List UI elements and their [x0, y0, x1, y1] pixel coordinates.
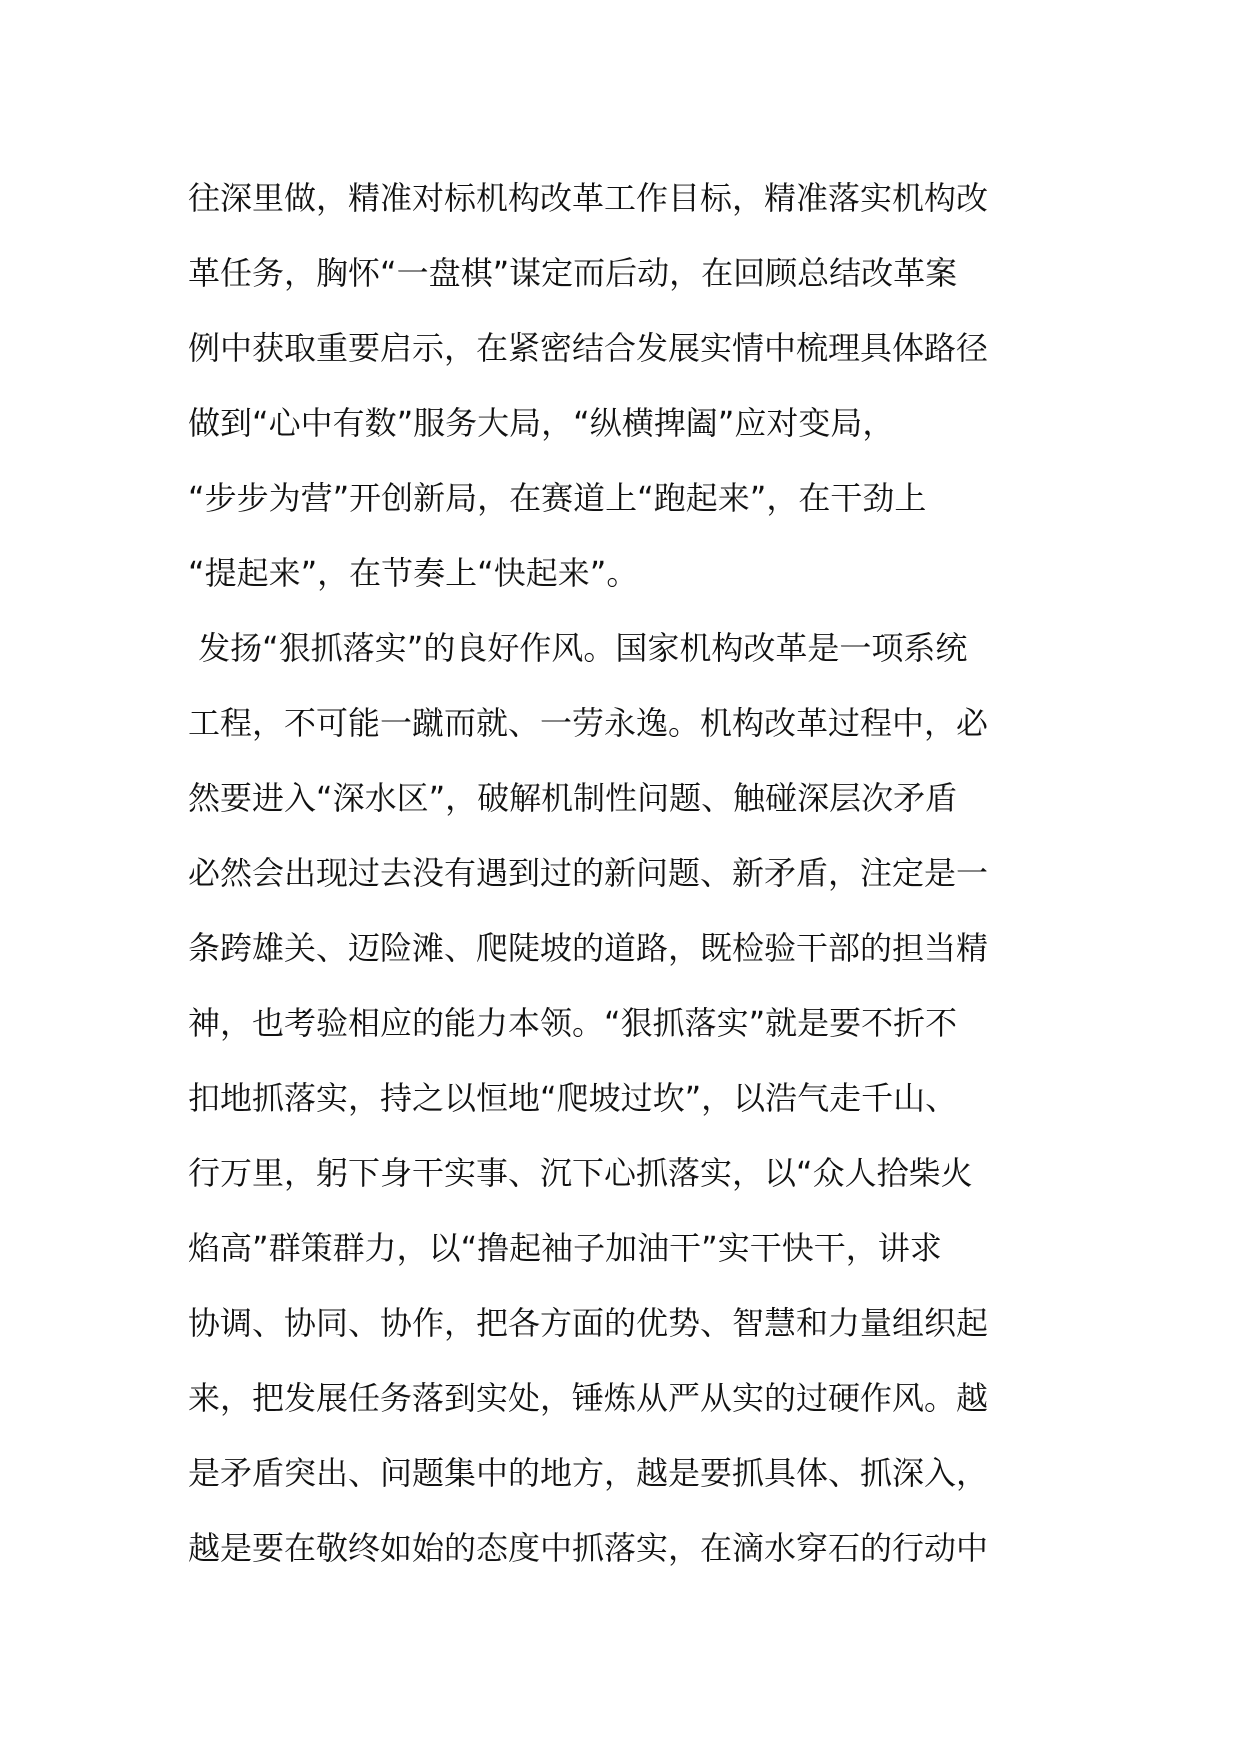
- text-line: 革任务，胸怀“一盘棋”谋定而后动，在回顾总结改革案: [188, 254, 958, 292]
- text-line: 例中获取重要启示，在紧密结合发展实情中梳理具体路径: [188, 329, 989, 367]
- text-line: 工程，不可能一蹴而就、一劳永逸。机构改革过程中，必: [188, 704, 989, 742]
- text-line: 然要进入“深水区”，破解机制性问题、触碰深层次矛盾: [188, 779, 958, 817]
- text-line: 往深里做，精准对标机构改革工作目标，精准落实机构改: [188, 179, 989, 217]
- text-line: 发扬“狠抓落实”的良好作风。国家机构改革是一项系统: [188, 629, 968, 667]
- text-line: 神，也考验相应的能力本领。“狠抓落实”就是要不折不: [188, 1004, 958, 1042]
- text-line: 条跨雄关、迈险滩、爬陡坡的道路，既检验干部的担当精: [188, 929, 989, 967]
- text-line: 是矛盾突出、问题集中的地方，越是要抓具体、抓深入，: [188, 1454, 989, 1492]
- body-text: [188, 168, 1068, 1593]
- text-line: 扣地抓落实，持之以恒地“爬坡过坎”，以浩气走千山、: [188, 1079, 958, 1117]
- text-line: 焰高”群策群力，以“撸起袖子加油干”实干快干，讲求: [188, 1229, 942, 1267]
- text-line: 做到“心中有数”服务大局，“纵横捭阖”应对变局，: [188, 404, 895, 442]
- text-line: 越是要在敬终如始的态度中抓落实，在滴水穿石的行动中: [188, 1529, 989, 1567]
- text-line: 来，把发展任务落到实处，锤炼从严从实的过硬作风。越: [188, 1379, 989, 1417]
- text-line: “步步为营”开创新局，在赛道上“跑起来”，在干劲上: [188, 479, 927, 517]
- text-line: “提起来”，在节奏上“快起来”。: [188, 554, 639, 592]
- text-line: 协调、协同、协作，把各方面的优势、智慧和力量组织起: [188, 1304, 989, 1342]
- text-line: 必然会出现过去没有遇到过的新问题、新矛盾，注定是一: [188, 854, 989, 892]
- text-line: 行万里，躬下身干实事、沉下心抓落实，以“众人拾柴火: [188, 1154, 973, 1192]
